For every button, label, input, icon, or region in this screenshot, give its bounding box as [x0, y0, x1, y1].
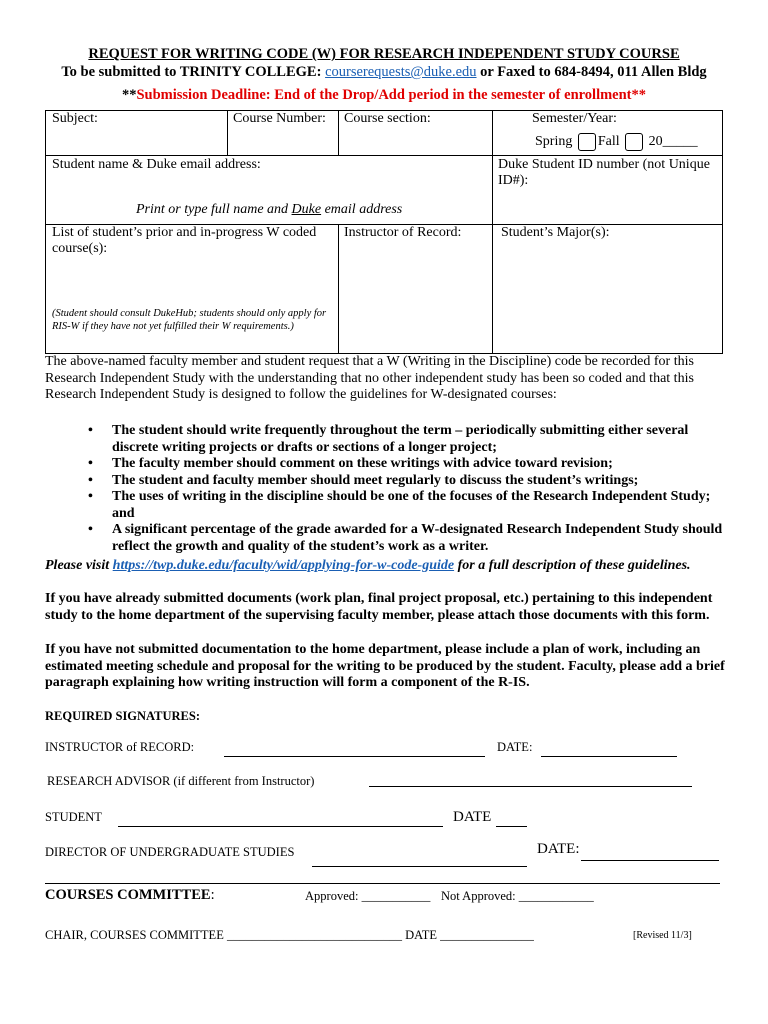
guideline-item: • The student and faculty member should meet regularly to discuss the student’s writings;: [88, 473, 728, 490]
student-date-label: DATE: [453, 809, 492, 825]
print-hint-b: email address: [321, 202, 403, 217]
guidelines-list: [88, 423, 728, 555]
instructor-sig-label: INSTRUCTOR of RECORD:: [45, 740, 195, 754]
majors-field[interactable]: Student’s Major(s):: [501, 225, 610, 240]
semester-options: [535, 133, 698, 151]
spring-label: Spring: [535, 134, 573, 150]
course-number-field[interactable]: Course Number:: [233, 111, 326, 126]
submit-suffix: or Faxed to 684-8494, 011 Allen Bldg: [480, 64, 707, 80]
guide-link[interactable]: https://twp.duke.edu/faculty/wid/applying-for-w-code-guide: [112, 558, 455, 573]
student-name-label: Student name & Duke email address:: [52, 157, 261, 172]
advisor-sig-line[interactable]: [369, 786, 692, 787]
chair-sig-line[interactable]: CHAIR, COURSES COMMITTEE ____________________________ DATE _______________: [45, 928, 534, 942]
info-table: [45, 110, 723, 354]
fall-checkbox[interactable]: [625, 133, 643, 151]
guideline-item: • The faculty member should comment on these writings with advice toward revision;: [88, 456, 728, 473]
instructor-date-label: DATE:: [497, 740, 533, 754]
dus-date-label: DATE:: [537, 841, 580, 857]
email-link[interactable]: courserequests@duke.edu: [325, 64, 477, 80]
committee-colon: :: [210, 887, 215, 903]
guideline-item: • A significant percentage of the grade awarded for a W-designated Research Independent Study should reflect the growth and quality of the student’s work as a writer.: [88, 522, 728, 555]
dus-sig-label: DIRECTOR OF UNDERGRADUATE STUDIES: [45, 845, 295, 859]
instructor-sig-line[interactable]: [224, 756, 485, 757]
committee-heading: [45, 887, 215, 904]
not-approved-field[interactable]: Not Approved: ____________: [441, 889, 594, 903]
submission-line: [0, 64, 768, 81]
visit-prefix: Please visit: [45, 558, 113, 573]
advisor-sig-label: RESEARCH ADVISOR (if different from Instructor): [47, 774, 315, 788]
deadline-text: Submission Deadline: End of the Drop/Add period in the semester of enrollment**: [136, 87, 647, 103]
revised-note: [Revised 11/3]: [633, 930, 692, 941]
student-date-line[interactable]: [496, 826, 527, 827]
approved-field[interactable]: Approved: ___________: [305, 889, 431, 903]
instructor-field[interactable]: Instructor of Record:: [344, 225, 462, 240]
submitted-docs-paragraph: If you have already submitted documents (work plan, final project proposal, etc.) pertaining to this independent study to the home department of the supervising faculty member, please attach those documents with this form.: [45, 591, 713, 623]
print-hint-duke: Duke: [291, 202, 322, 217]
dus-sig-line[interactable]: [312, 866, 527, 867]
submit-prefix: To be submitted to TRINITY COLLEGE:: [61, 64, 322, 80]
year-field[interactable]: 20_____: [648, 134, 698, 150]
student-sig-label: STUDENT: [45, 810, 102, 824]
committee-label: COURSES COMMITTEE: [45, 887, 211, 903]
committee-divider: [45, 883, 720, 884]
deadline-line: [0, 87, 768, 104]
course-section-field[interactable]: Course section:: [344, 111, 431, 126]
intro-paragraph: The above-named faculty member and student request that a W (Writing in the Discipline) code be recorded for this Research Independent Study with the understanding that no other independent study has been so coded and that this Research Independent Study is designed to follow the guidelines for W-designated courses:: [45, 354, 694, 402]
guideline-item: • The student should write frequently throughout the term – periodically submitting either several discrete writing projects or drafts or sections of a longer project;: [88, 423, 728, 456]
prior-courses-note: (Student should consult DukeHub; students should only apply for RIS-W if they have not yet fulfilled their W requirements.): [52, 308, 327, 332]
deadline-stars: **: [121, 87, 137, 103]
student-sig-line[interactable]: [118, 826, 443, 827]
visit-suffix: for a full description of these guidelines.: [454, 558, 691, 573]
form-title: REQUEST FOR WRITING CODE (W) FOR RESEARCH INDEPENDENT STUDY COURSE: [88, 46, 680, 62]
guideline-item: • The uses of writing in the discipline should be one of the focuses of the Research Independent Study; and: [88, 489, 728, 522]
instructor-date-line[interactable]: [541, 756, 677, 757]
student-name-field[interactable]: [136, 202, 402, 218]
required-signatures-heading: REQUIRED SIGNATURES:: [45, 709, 201, 723]
plan-of-work-paragraph: If you have not submitted documentation to the home department, please include a plan of work, including an estimated meeting schedule and proposal for the writing to be produced by the student. Faculty, please add a brief paragraph explaining how writing instruction will form a component of the R-IS.: [45, 642, 725, 690]
semester-year-label: Semester/Year:: [532, 111, 617, 126]
subject-field[interactable]: Subject:: [52, 111, 98, 126]
visit-line: [45, 558, 691, 574]
dus-date-line[interactable]: [581, 860, 719, 861]
fall-label: Fall: [597, 134, 620, 150]
student-id-field[interactable]: Duke Student ID number (not Unique ID#):: [498, 157, 710, 188]
spring-checkbox[interactable]: [578, 133, 596, 151]
prior-courses-field[interactable]: List of student’s prior and in-progress W coded course(s):: [52, 225, 317, 256]
print-hint-a: Print or type full name and: [136, 202, 292, 217]
